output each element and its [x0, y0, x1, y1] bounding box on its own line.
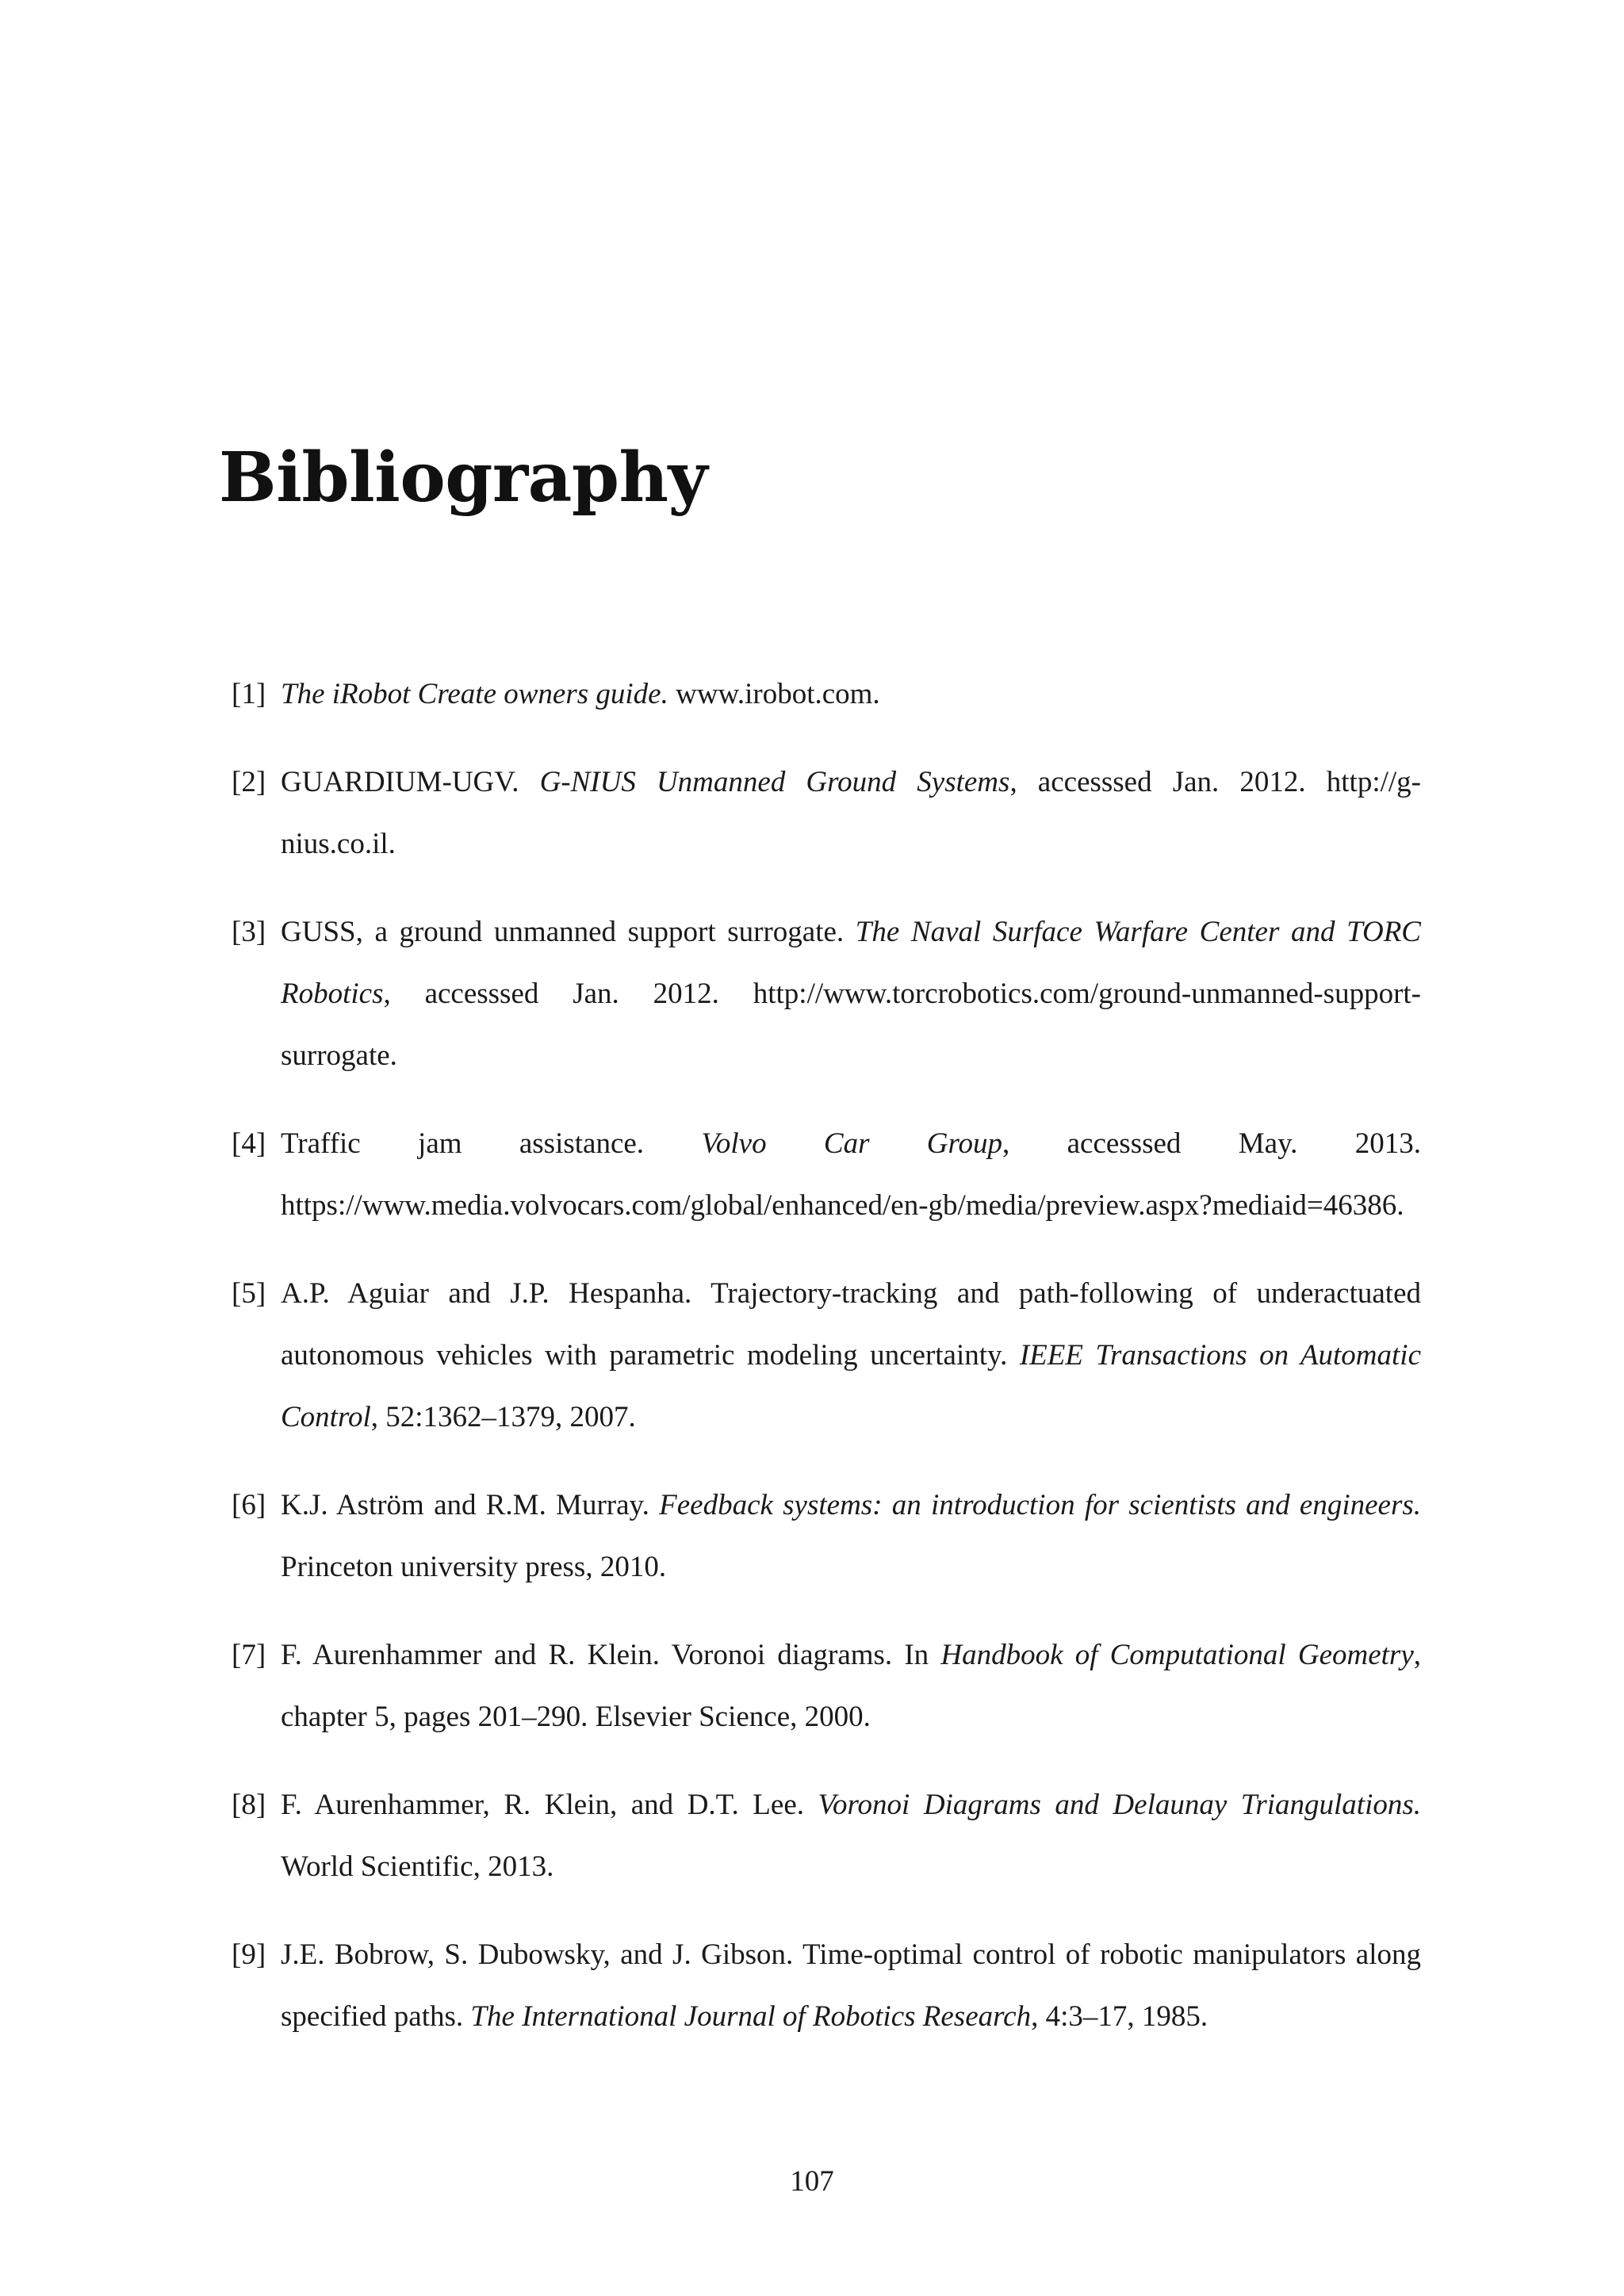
reference-number: [4] — [232, 1127, 266, 1160]
reference-text-segment: , 4:3–17, 1985. — [1031, 2000, 1208, 2033]
reference-title-italic: Handbook of Computational Geometry — [940, 1639, 1414, 1671]
reference-item — [232, 1263, 1421, 1448]
reference-number: [8] — [232, 1789, 266, 1821]
reference-item — [232, 1624, 1421, 1748]
reference-item — [232, 1774, 1421, 1898]
reference-title-italic: The iRobot Create owners guide. — [281, 678, 668, 710]
reference-text — [281, 1277, 1421, 1433]
reference-title-italic: Volvo Car Group — [701, 1127, 1003, 1160]
reference-title-italic: Feedback systems: an introduction for scientists and engineers. — [659, 1489, 1422, 1521]
reference-item — [232, 752, 1421, 875]
reference-text-segment: F. Aurenhammer and R. Klein. Voronoi diagrams. In — [281, 1639, 941, 1671]
reference-title-italic: IEEE Transactions on Automatic Control — [281, 1339, 1421, 1433]
reference-text-segment: A.P. Aguiar and J.P. Hespanha. Trajectory-tracking and path-following of underactuated autonomous vehicles with parametric modeling uncertainty. — [281, 1277, 1421, 1372]
reference-text-segment: GUARDIUM-UGV. — [281, 766, 540, 798]
reference-text — [281, 766, 1421, 860]
reference-text-segment: , 52:1362–1379, 2007. — [370, 1401, 636, 1433]
reference-number: [1] — [232, 678, 266, 710]
reference-text-segment: GUSS, a ground unmanned support surrogate. — [281, 916, 856, 948]
reference-number: [3] — [232, 916, 266, 948]
reference-number: [9] — [232, 1938, 266, 1971]
reference-item — [232, 901, 1421, 1087]
reference-number: [7] — [232, 1639, 266, 1671]
reference-text — [281, 1938, 1421, 2033]
reference-text — [281, 1639, 1421, 1733]
reference-title-italic: The International Journal of Robotics Research — [470, 2000, 1032, 2033]
reference-text-segment: J.E. Bobrow, S. Dubowsky, and J. Gibson. Time-optimal control of robotic manipulators along specified paths. — [281, 1938, 1421, 2033]
reference-text-segment: www.irobot.com. — [668, 678, 880, 710]
reference-text-segment: , chapter 5, pages 201–290. Elsevier Science, 2000. — [281, 1639, 1422, 1733]
reference-text-segment: K.J. Aström and R.M. Murray. — [281, 1489, 660, 1521]
reference-text — [281, 1789, 1421, 1883]
reference-text-segment: Princeton university press, 2010. — [281, 1551, 667, 1583]
page-number: 107 — [790, 2165, 834, 2198]
reference-number: [5] — [232, 1277, 266, 1310]
reference-title-italic: G-NIUS Unmanned Ground Systems — [539, 766, 1010, 798]
chapter-title: Bibliography — [219, 438, 707, 518]
reference-text — [281, 1127, 1421, 1222]
reference-list — [232, 664, 1421, 2074]
reference-text — [281, 1489, 1421, 1583]
reference-item — [232, 664, 1421, 725]
reference-text — [281, 916, 1421, 1072]
reference-item — [232, 1113, 1421, 1237]
reference-text-segment: , accesssed Jan. 2012. http://g-nius.co.il. — [281, 766, 1421, 860]
reference-item — [232, 1924, 1421, 2048]
reference-number: [2] — [232, 766, 266, 798]
reference-title-italic: Voronoi Diagrams and Delaunay Triangulations. — [818, 1789, 1421, 1821]
reference-text — [281, 678, 880, 710]
reference-text-segment: World Scientific, 2013. — [281, 1850, 554, 1883]
reference-text-segment: F. Aurenhammer, R. Klein, and D.T. Lee. — [281, 1789, 818, 1821]
reference-text-segment: Traffic jam assistance. — [281, 1127, 702, 1160]
reference-title-italic: The Naval Surface Warfare Center and TORC Robotics — [281, 916, 1421, 1010]
reference-number: [6] — [232, 1489, 266, 1521]
reference-text-segment: , accesssed Jan. 2012. http://www.torcrobotics.com/ground-unmanned-support-surrogate. — [281, 978, 1421, 1072]
reference-item — [232, 1475, 1421, 1598]
reference-text-segment: , accesssed May. 2013. https://www.media.volvocars.com/global/enhanced/en-gb/media/preview.aspx?mediaid=46386. — [281, 1127, 1421, 1222]
